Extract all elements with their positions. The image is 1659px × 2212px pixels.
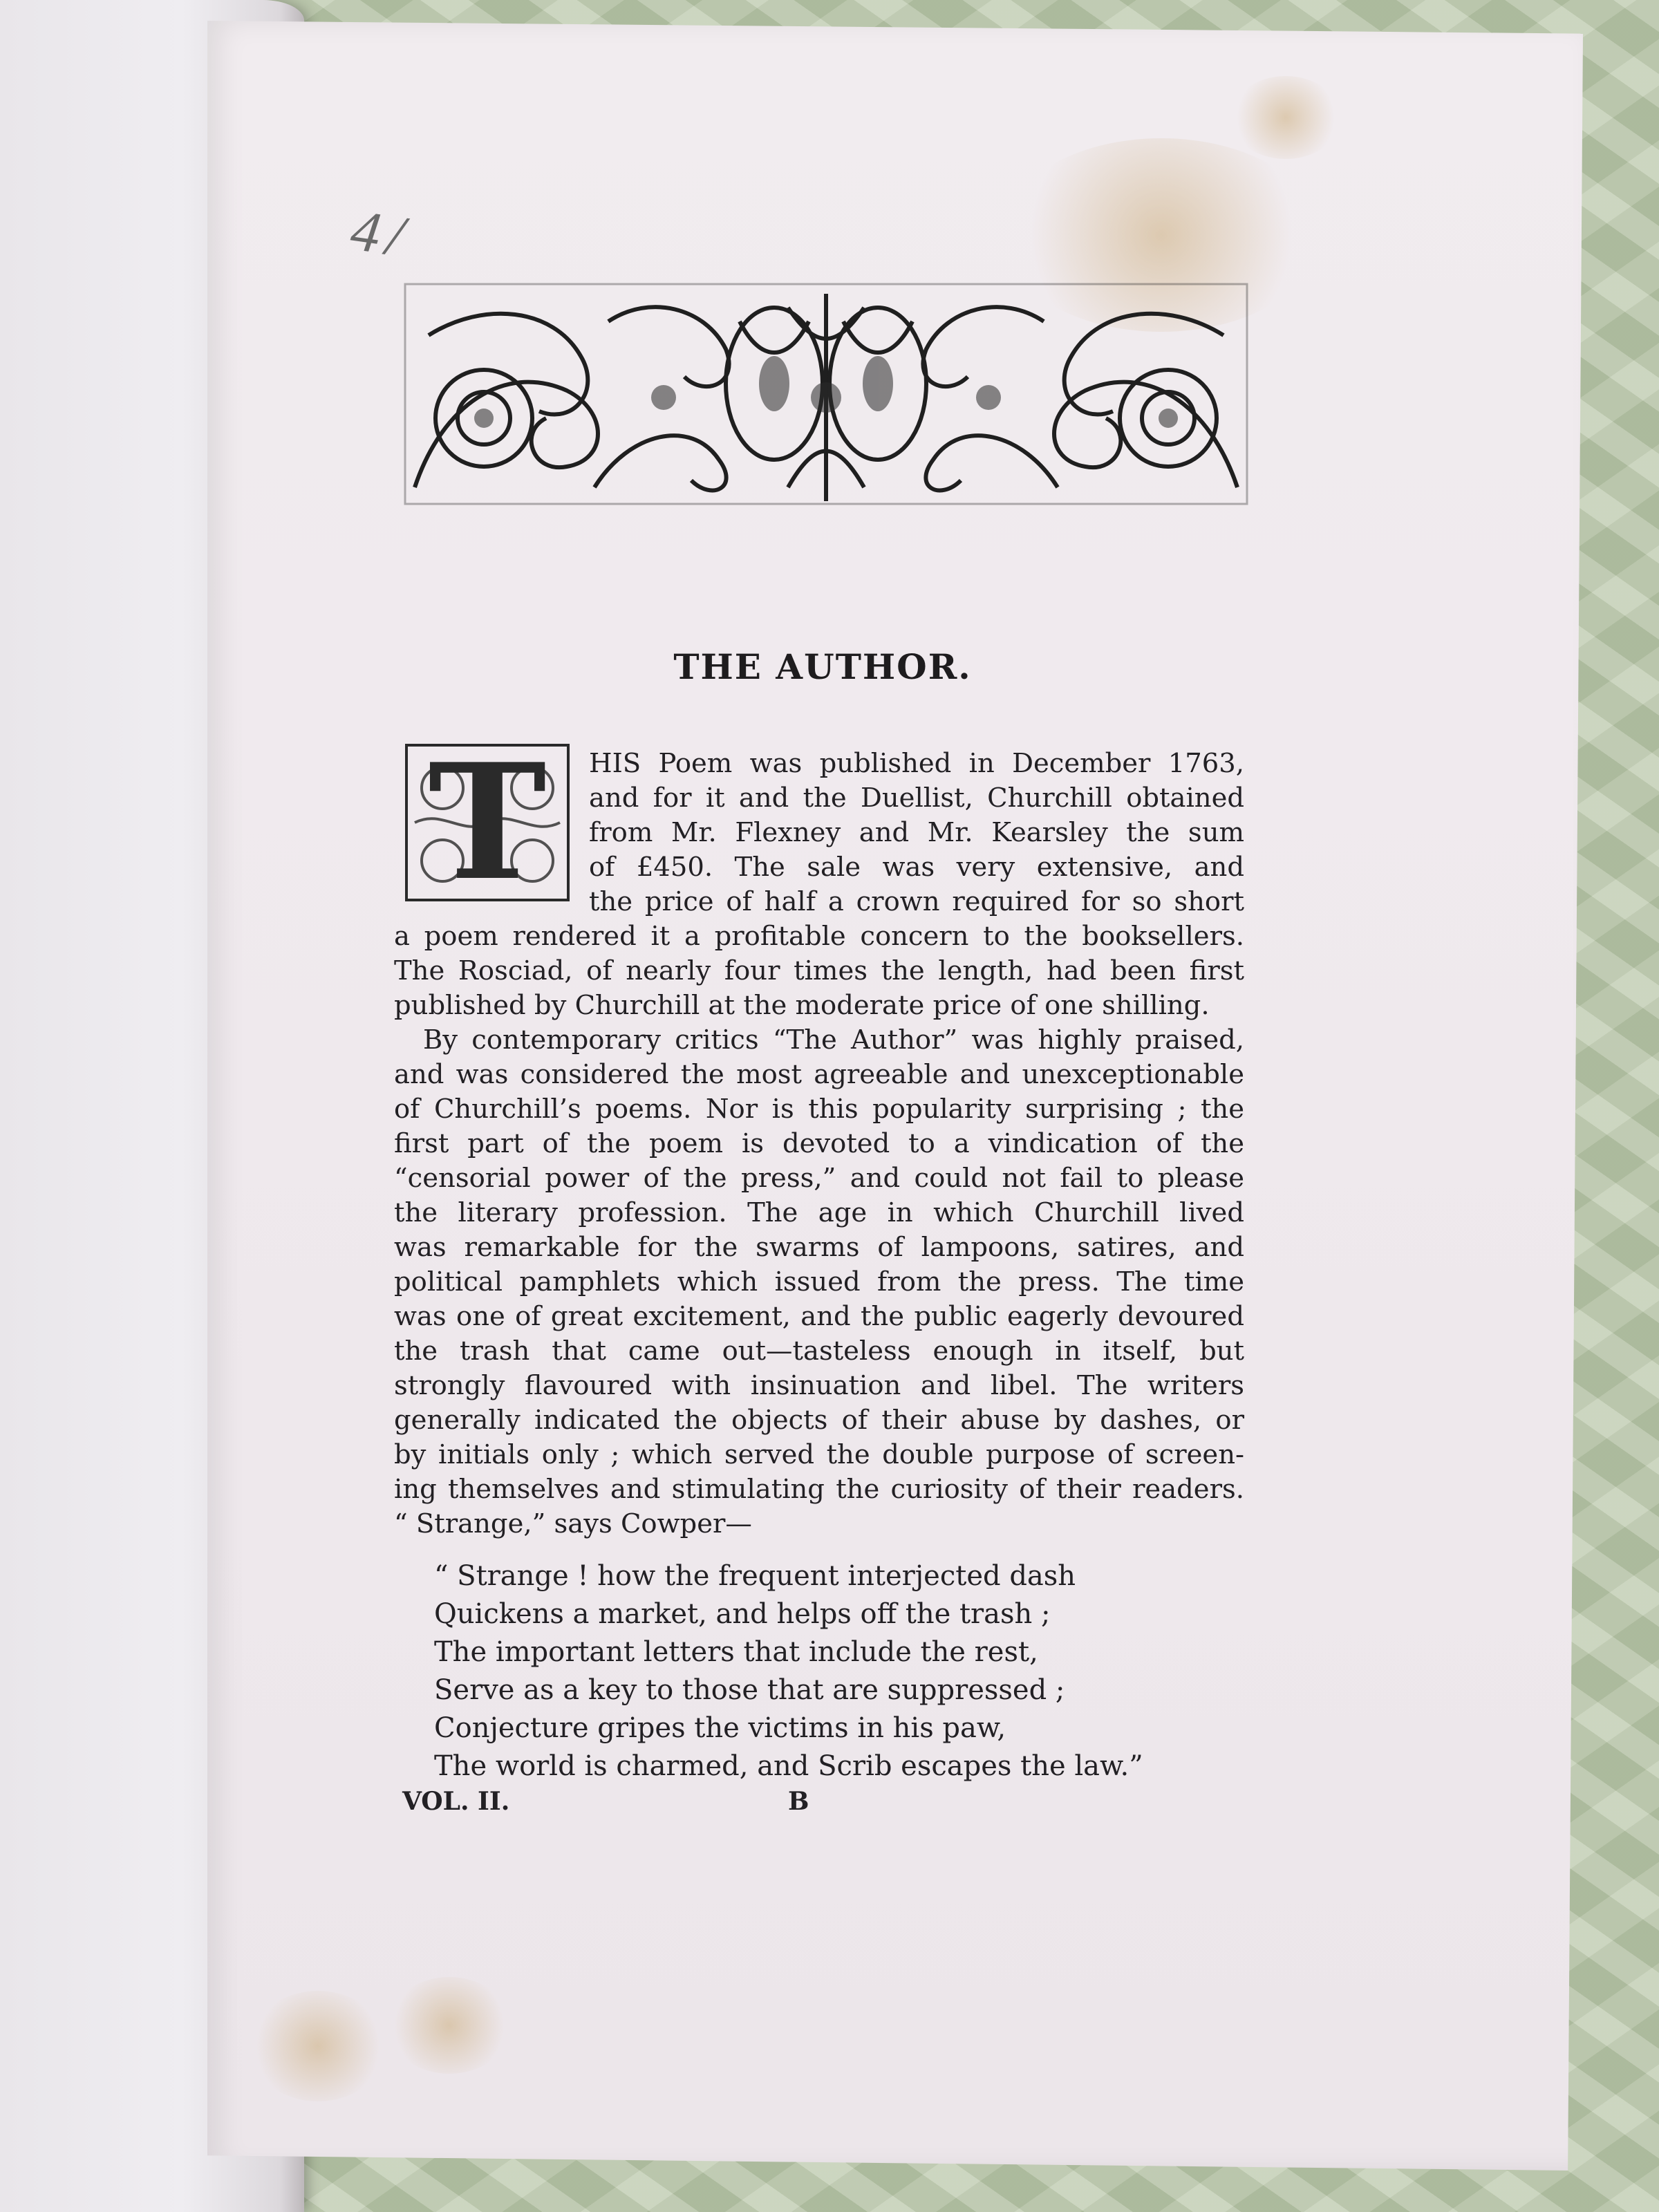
- verse-line: Quickens a market, and helps off the trash ;: [434, 1598, 1051, 1630]
- text-line: the trash that came out—tasteless enough in itself, but: [394, 1335, 1244, 1367]
- text-line: was one of great excitement, and the public eagerly devoured: [394, 1301, 1244, 1332]
- verse-line: Conjecture gripes the victims in his paw,: [434, 1712, 1006, 1744]
- text-line: the price of half a crown required for so short: [589, 886, 1244, 917]
- text-line: political pamphlets which issued from the press. The time: [394, 1266, 1244, 1297]
- text-line: a poem rendered it a profitable concern to the booksellers.: [394, 921, 1244, 952]
- text-line: by initials only ; which served the double purpose of screen-: [394, 1439, 1244, 1470]
- volume-label: VOL. II.: [402, 1787, 510, 1816]
- drop-cap-letter: T: [428, 729, 547, 916]
- text-line: of Churchill’s poems. Nor is this popularity surprising ; the: [394, 1094, 1244, 1125]
- text-line: By contemporary critics “The Author” was highly praised,: [423, 1024, 1244, 1056]
- verse-line: Serve as a key to those that are suppressed ;: [434, 1674, 1065, 1706]
- text-line: ing themselves and stimulating the curiosity of their readers.: [394, 1474, 1244, 1505]
- pencil-annotation: 4/: [346, 198, 415, 270]
- text-line: strongly flavoured with insinuation and libel. The writers: [394, 1370, 1244, 1401]
- text-line: first part of the poem is devoted to a vindication of the: [394, 1128, 1244, 1159]
- foxing-stain: [249, 1991, 387, 2101]
- text-line: published by Churchill at the moderate price of one shilling.: [394, 990, 1210, 1021]
- text-line: The Rosciad, of nearly four times the length, had been first: [394, 955, 1244, 986]
- text-line: and was considered the most agreeable and unexceptionable: [394, 1059, 1244, 1090]
- verse-line: The important letters that include the rest,: [434, 1636, 1038, 1668]
- text-line: was remarkable for the swarms of lampoons, satires, and: [394, 1232, 1244, 1263]
- text-line: “censorial power of the press,” and could not fail to please: [394, 1163, 1244, 1194]
- verse-line: The world is charmed, and Scrib escapes the law.”: [434, 1750, 1143, 1782]
- decorative-drop-cap: [401, 729, 574, 916]
- signature-mark: B: [788, 1787, 809, 1816]
- text-line: generally indicated the objects of their abuse by dashes, or: [394, 1405, 1244, 1436]
- verse-line: “ Strange ! how the frequent interjected dash: [434, 1560, 1076, 1592]
- text-line: and for it and the Duellist, Churchill obtained: [589, 782, 1244, 814]
- foxing-stain: [1230, 76, 1341, 159]
- text-line: “ Strange,” says Cowper—: [394, 1508, 752, 1539]
- text-line: from Mr. Flexney and Mr. Kearsley the sum: [589, 817, 1244, 848]
- page-title: THE AUTHOR.: [673, 646, 972, 687]
- text-line: the literary profession. The age in which Churchill lived: [394, 1197, 1244, 1228]
- ornamental-headpiece: [401, 280, 1251, 508]
- text-line: HIS Poem was published in December 1763,: [589, 748, 1244, 779]
- text-line: of £450. The sale was very extensive, and: [589, 852, 1244, 883]
- foxing-stain: [387, 1977, 512, 2074]
